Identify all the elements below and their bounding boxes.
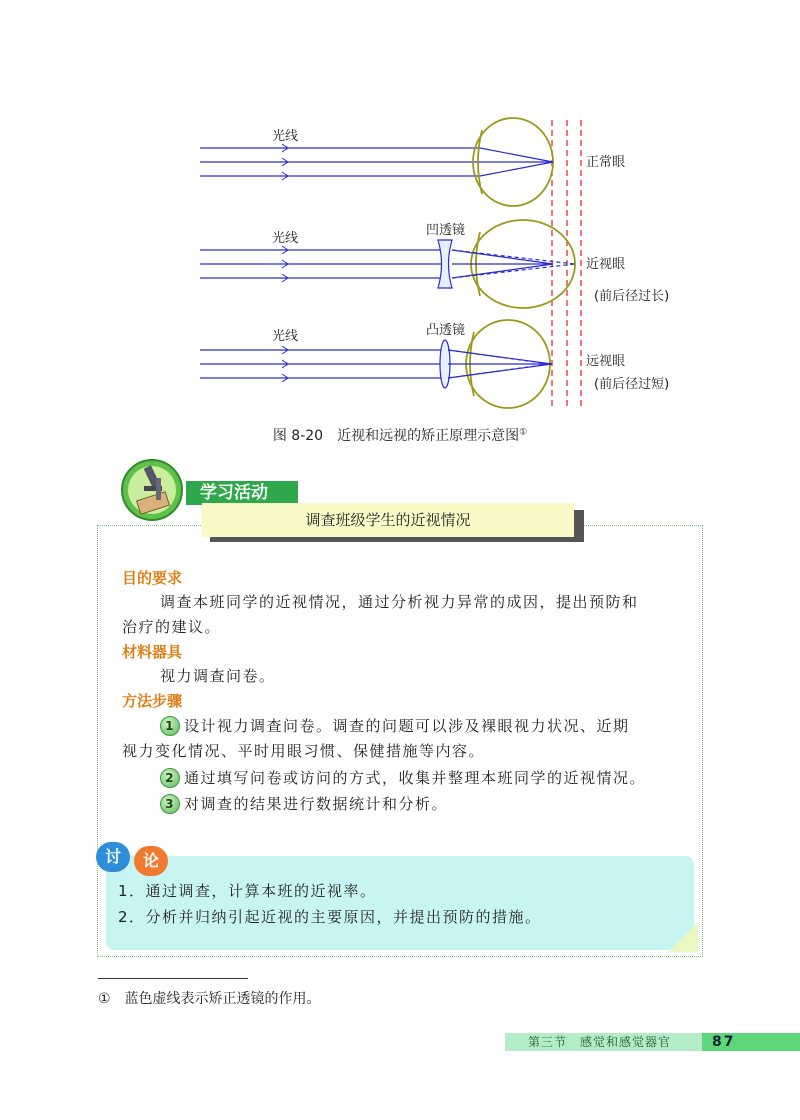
- light-label: 光线: [272, 231, 299, 246]
- figure-caption: [0, 425, 800, 445]
- footnote-rule: [98, 978, 248, 979]
- step-1-text: 设计视力调查问卷。调查的问题可以涉及裸眼视力状况、近期: [184, 717, 630, 735]
- myopia-eye-row: [200, 220, 575, 308]
- light-label: 光线: [272, 129, 299, 144]
- step-2-text: 通过填写问卷或访问的方式，收集并整理本班同学的近视情况。: [184, 769, 647, 787]
- discussion-item-1: 1．通过调查，计算本班的近视率。: [118, 882, 377, 900]
- discussion-badge-1: 讨: [96, 842, 130, 872]
- hyperopia-eye-row: [200, 320, 552, 408]
- discussion-box: [106, 856, 694, 950]
- page-fold-corner: [668, 922, 698, 952]
- step-number-badge: 2: [160, 768, 180, 788]
- hyperopia-eye-label: 远视眼: [586, 354, 626, 369]
- footer-section-title: 第三节 感觉和感觉器官: [528, 1035, 672, 1049]
- materials-heading: 材料器具: [122, 643, 183, 661]
- step-number-badge: 1: [160, 716, 180, 736]
- myopia-eye-note: (前后径过长): [594, 289, 670, 304]
- figure-caption-text: 图 8-20 近视和远视的矫正原理示意图: [272, 428, 520, 444]
- page-number: 87: [712, 1034, 736, 1050]
- normal-eye-label: 正常眼: [586, 155, 626, 170]
- activity-header: 学习活动: [200, 483, 268, 503]
- footnote: ① 蓝色虚线表示矫正透镜的作用。: [98, 991, 321, 1007]
- footnote-marker: ①: [519, 427, 528, 438]
- discussion-badge-2: 论: [134, 846, 168, 876]
- method-heading: 方法步骤: [122, 692, 183, 710]
- microscope-icon: [120, 458, 184, 522]
- method-step-3: [160, 792, 448, 817]
- method-step-1: [160, 714, 630, 739]
- method-step-1-continued: 视力变化情况、平时用眼习惯、保健措施等内容。: [122, 742, 486, 760]
- concave-lens-label: 凹透镜: [426, 223, 466, 238]
- method-step-2: [160, 766, 646, 791]
- materials-text: 视力调查问卷。: [160, 667, 276, 685]
- light-label: 光线: [272, 329, 299, 344]
- goal-text-line1: 调查本班同学的近视情况，通过分析视力异常的成因，提出预防和: [160, 593, 639, 611]
- goal-heading: 目的要求: [122, 569, 183, 587]
- myopia-eye-label: 近视眼: [586, 257, 626, 272]
- goal-text-line2: 治疗的建议。: [122, 618, 222, 636]
- normal-eye-row: [200, 118, 553, 206]
- discussion-item-2: 2．分析并归纳引起近视的主要原因，并提出预防的措施。: [118, 908, 542, 926]
- convex-lens-label: 凸透镜: [426, 323, 466, 338]
- vision-correction-diagram: [190, 110, 690, 410]
- hyperopia-eye-note: (前后径过短): [594, 377, 670, 392]
- activity-topic: 调查班级学生的近视情况: [202, 503, 574, 537]
- step-number-badge: 3: [160, 794, 180, 814]
- step-3-text: 对调查的结果进行数据统计和分析。: [184, 795, 449, 813]
